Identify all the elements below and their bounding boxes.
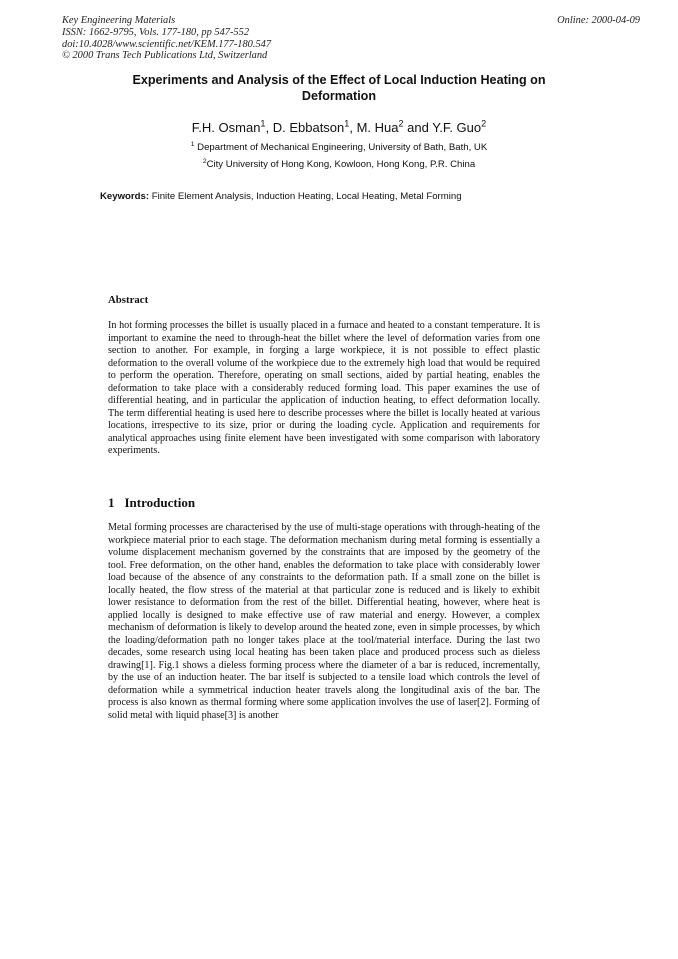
affiliation-text: City University of Hong Kong, Kowloon, Hong Kong, P.R. China [206, 159, 476, 170]
author-name: Y.F. Guo [432, 120, 482, 135]
introduction-heading [108, 495, 195, 511]
author-name: M. Hua [356, 120, 399, 135]
online-date: Online: 2000-04-09 [557, 15, 640, 26]
author-affil-mark: 2 [481, 118, 487, 129]
author-affil-mark: 1 [260, 118, 266, 129]
author-list [0, 120, 678, 135]
author-affil-mark: 1 [344, 118, 350, 129]
author-name: D. Ebbatson [272, 120, 345, 135]
issn-line: ISSN: 1662-9795, Vols. 177-180, pp 547-552 [62, 26, 250, 38]
introduction-body: Metal forming processes are characterised by the use of multi-stage operations with through-heating of the workpiece material prior to each stage. The deformation mechanism during metal forming is essentially a volume displacement mechanism governed by the constraints that are imposed by the geometry of the tool. Free deformation, on the other hand, enables the deformation to take place with considerably lower load because of the absence of any constraints to the deformation path. If a small zone on the billet is locally heated, the flow stress of the material at that particular zone is reduced and is likely to exhibit lower resistance to deformation from the rest of the billet. Differential heating, however, where heat is applied locally is designed to make effective use of raw material and energy. However, a complex mechanism of deformation is likely to develop around the heated zone, even in simple processes, by which the loading/deformation path no longer takes place at the tool/material interface. During the last two decades, some research using local heating has been taken place and produced process such as dieless drawing[1]. Fig.1 shows a dieless forming process where the diameter of a bar is reduced, incrementally, by the use of an induction heater. The bar itself is subjected to a tensile load which controls the level of deformation while a symmetrical induction heater travels along the longitudinal axis of the bar. The process is also known as thermal forming where some application involves the use of laser[2]. Forming of solid metal with liquid phase[3] is another [108, 522, 540, 721]
affiliation-text: Department of Mechanical Engineering, University of Bath, Bath, UK [197, 142, 488, 153]
affiliation-2 [0, 159, 678, 170]
keywords-label: Keywords: [100, 191, 150, 202]
author-separator: , [265, 120, 273, 135]
affiliation-1 [0, 142, 678, 153]
author-affil-mark: 2 [398, 118, 404, 129]
author-separator: , [349, 120, 357, 135]
affiliation-mark: 2 [202, 157, 207, 165]
abstract-body: In hot forming processes the billet is usually placed in a furnace and heated to a constant temperature. It is important to examine the need to through-heat the billet where the level of deformation varies from one section to another. For example, in forging a large workpiece, it is not possible to effect plastic deformation to the overall volume of the workpiece due to the extremely high load that would be required to perform the operation. Therefore, operating on small sections, aided by partial heating, enables the deformation to take place with a considerably reduced forming load. This paper examines the use of differential heating, and in particular the application of induction heating, to effect deformation locally. The term differential heating is used here to describe processes where the billet is locally heated at various locations, irrespective to its size, prior or during the loading cycle. Application and requirements for analytical approaches using finite element have been investigated with some comparison with laboratory experiments. [108, 320, 540, 456]
paper-title: Experiments and Analysis of the Effect of Local Induction Heating on Deformation [132, 73, 546, 103]
journal-name: Key Engineering Materials [62, 15, 176, 26]
section-number: 1 [108, 495, 115, 510]
author-and: and [403, 120, 433, 135]
keywords-text: Finite Element Analysis, Induction Heating, Local Heating, Metal Forming [151, 191, 462, 202]
copyright-line: © 2000 Trans Tech Publications Ltd, Switzerland [62, 50, 268, 62]
author-name: F.H. Osman [191, 120, 261, 135]
keywords [100, 191, 618, 202]
abstract-heading: Abstract [108, 294, 149, 306]
section-title: Introduction [124, 495, 196, 510]
doi-line: doi:10.4028/www.scientific.net/KEM.177-180.547 [62, 38, 272, 50]
affiliation-mark: 1 [190, 140, 195, 148]
journal-header [62, 15, 640, 62]
